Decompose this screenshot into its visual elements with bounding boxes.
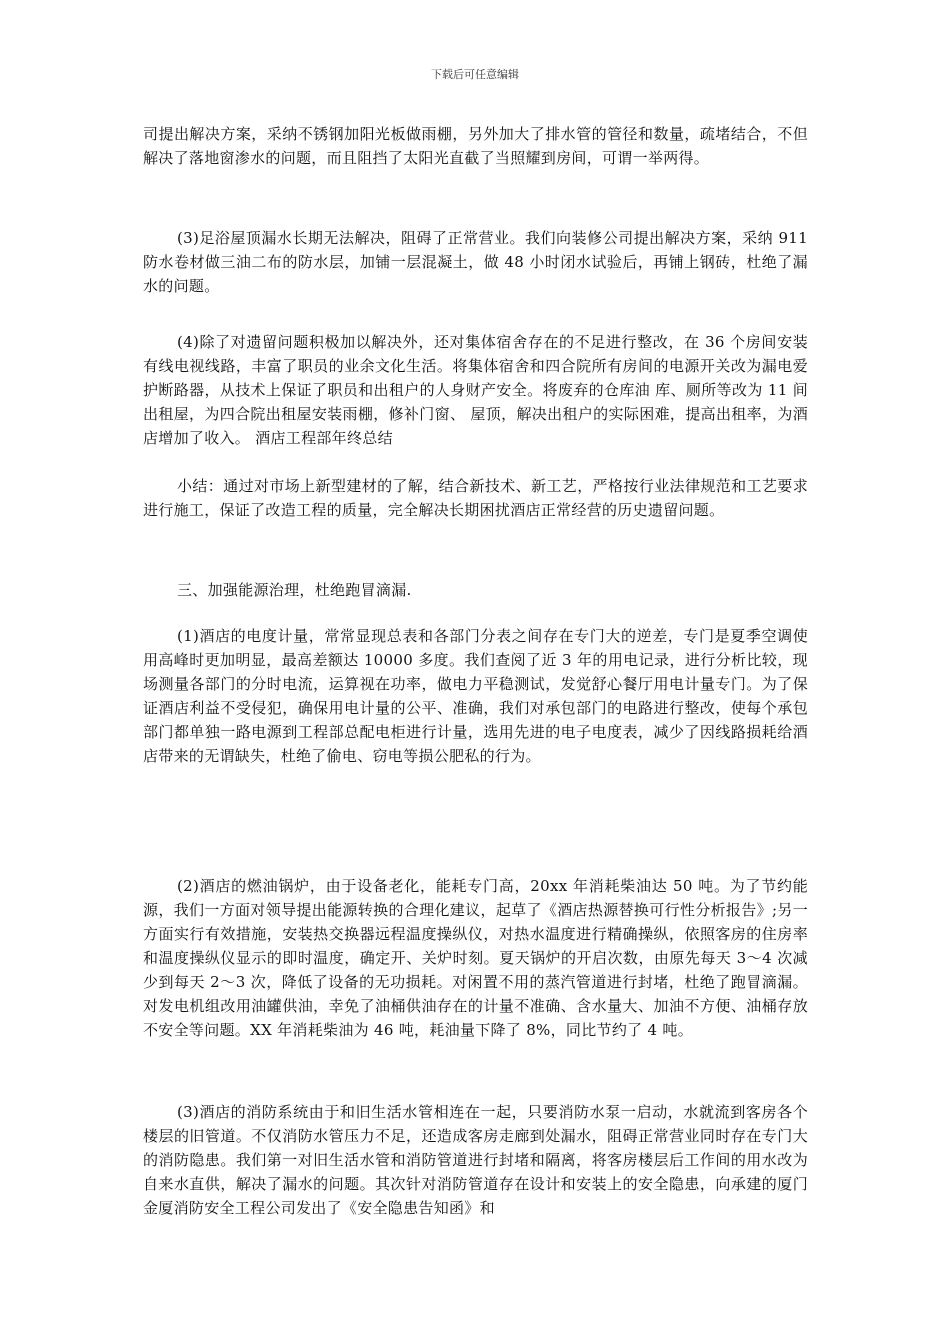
- paragraph-item-3-roof-leak: (3)足浴屋顶漏水长期无法解决，阻碍了正常营业。我们向装修公司提出解决方案，采纳 911 防水卷材做三油二布的防水层，加铺一层混凝土，做 48 小时闭水试验后，再铺上钢砖，杜绝了漏水的问题。: [143, 229, 808, 295]
- paragraph-item-3-fire-system: (3)酒店的消防系统由于和旧生活水管相连在一起，只要消防水泵一启动，水就流到客房各个楼层的旧管道。不仅消防水管压力不足，还造成客房走廊到处漏水，阻碍正常营业同时存在专门大的消防隐患。我们第一对旧生活水管和消防管道进行封堵和隔离，将客房楼层后工作间的用水改为自来水直供，解决了漏水的问题。其次针对消防管道存在设计和安装上的安全隐患，向承建的厦门金厦消防安全工程公司发出了《安全隐患告知函》和: [143, 1103, 808, 1217]
- section-heading-energy: 三、加强能源治理，杜绝跑冒滴漏.: [177, 581, 412, 599]
- paragraph-summary: 小结：通过对市场上新型建材的了解，结合新技术、新工艺，严格按行业法律规范和工艺要求进行施工，保证了改造工程的质量，完全解决长期困扰酒店正常经营的历史遗留问题。: [143, 477, 808, 519]
- paragraph-continuation: 司提出解决方案，采纳不锈钢加阳光板做雨棚，另外加大了排水管的管径和数量，疏堵结合，不但解决了落地窗渗水的问题，而且阻挡了太阳光直截了当照耀到房间，可谓一举两得。: [143, 125, 808, 167]
- paragraph-item-2-boiler: (2)酒店的燃油锅炉，由于设备老化，能耗专门高，20xx 年消耗柴油达 50 吨。为了节约能源，我们一方面对领导提出能源转换的合理化建议，起草了《酒店热源替换可行性分析报告》;另一方面实行有效措施，安装热交换器远程温度操纵仪，对热水温度进行精确操纵，依照客房的住房率和温度操纵仪显示的即时温度，确定开、关炉时刻。夏天锅炉的开启次数，由原先每天 3～4 次减少到每天 2～3 次，降低了设备的无功损耗。对闲置不用的蒸汽管道进行封堵，杜绝了跑冒滴漏。对发电机组改用油罐供油，幸免了油桶供油存在的计量不准确、含水量大、加油不方便、油桶存放不安全等问题。XX 年消耗柴油为 46 吨，耗油量下降了 8%，同比节约了 4 吨。: [143, 877, 808, 1039]
- page-header: 下载后可任意编辑: [431, 68, 519, 81]
- paragraph-item-4-dormitory: (4)除了对遗留问题积极加以解决外，还对集体宿舍存在的不足进行整改，在 36 个房间安装有线电视线路，丰富了职员的业余文化生活。将集体宿舍和四合院所有房间的电源开关改为漏电爱护断路器，从技术上保证了职员和出租户的人身财产安全。将废弃的仓库油 库、厕所等改为 11 间出租屋，为四合院出租屋安装雨棚，修补门窗、 屋顶，解决出租户的实际困难，提高出租率，为酒店增加了收入。 酒店工程部年终总结: [143, 333, 808, 447]
- paragraph-item-1-electricity: (1)酒店的电度计量，常常显现总表和各部门分表之间存在专门大的逆差，专门是夏季空调使用高峰时更加明显，最高差额达 10000 多度。我们查阅了近 3 年的用电记录，进行分析比较，现场测量各部门的分时电流，运算视在功率，做电力平稳测试，发觉舒心餐厅用电计量专门。为了保证酒店利益不受侵犯，确保用电计量的公平、准确，我们对承包部门的电路进行整改，使每个承包部门都单独一路电源到工程部总配电柜进行计量，选用先进的电子电度表，减少了因线路损耗给酒店带来的无谓缺失，杜绝了偷电、窃电等损公肥私的行为。: [143, 627, 808, 765]
